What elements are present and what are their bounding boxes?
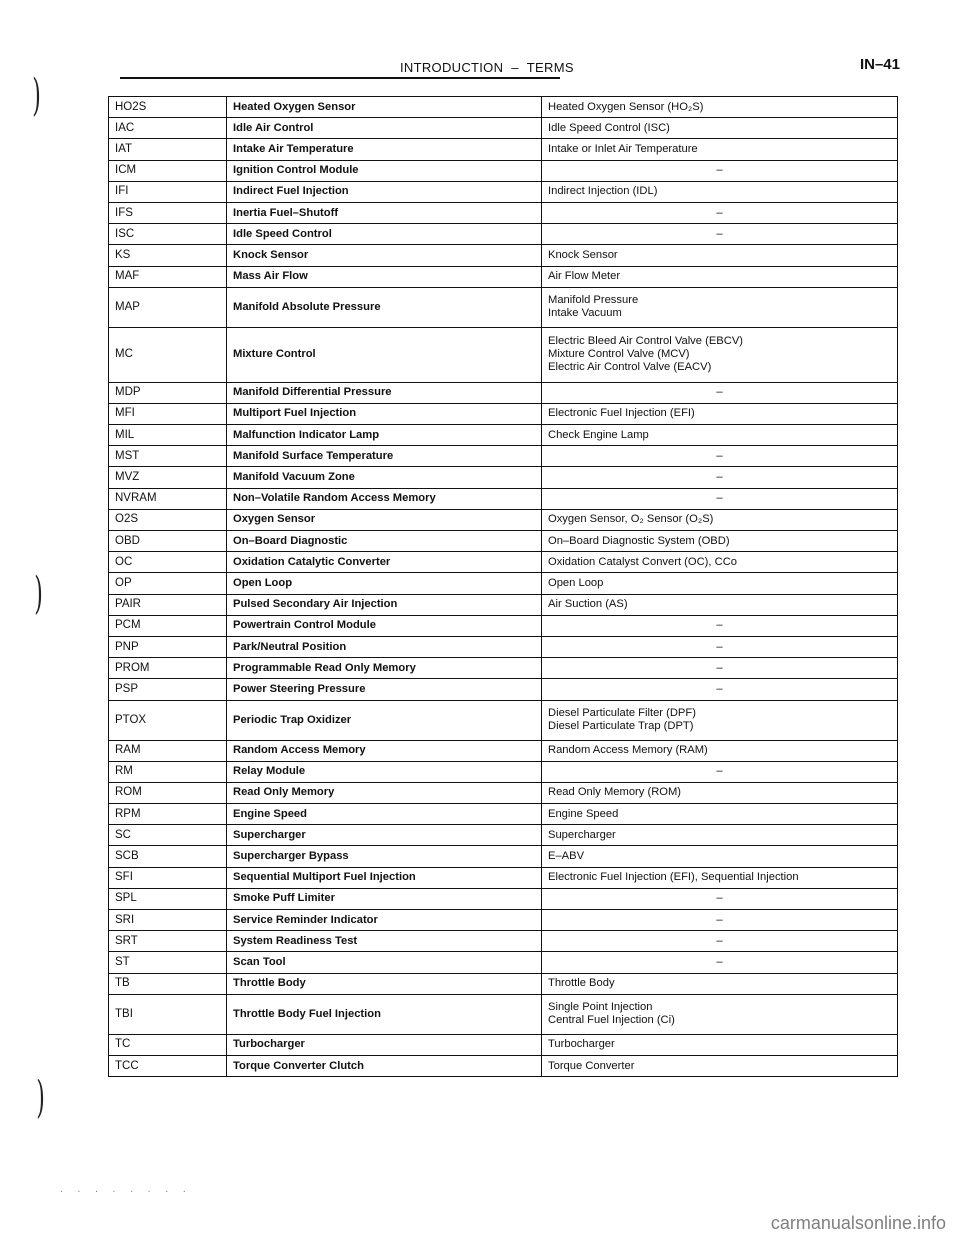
- term-cell: Power Steering Pressure: [227, 679, 542, 700]
- term-cell: Manifold Differential Pressure: [227, 382, 542, 403]
- equivalent-cell: [542, 139, 898, 160]
- equivalent-cell: [542, 552, 898, 573]
- term-cell: Read Only Memory: [227, 782, 542, 803]
- abbreviation-cell: TCC: [109, 1055, 227, 1076]
- abbreviation-cell: MC: [109, 327, 227, 382]
- abbreviation-cell: ISC: [109, 224, 227, 245]
- abbreviation-cell: RAM: [109, 740, 227, 761]
- abbreviation-cell: ROM: [109, 782, 227, 803]
- equivalent-cell: [542, 636, 898, 657]
- equivalent-cell: [542, 658, 898, 679]
- equivalent-cell: [542, 287, 898, 327]
- equivalent-cell: [542, 118, 898, 139]
- table-row: [109, 700, 898, 740]
- equivalent-term: Throttle Body: [548, 977, 615, 990]
- table-row: [109, 446, 898, 467]
- header-separator: –: [511, 60, 519, 75]
- table-row: [109, 139, 898, 160]
- abbreviation-cell: NVRAM: [109, 488, 227, 509]
- table-row: [109, 488, 898, 509]
- abbreviation-cell: PROM: [109, 658, 227, 679]
- term-cell: Torque Converter Clutch: [227, 1055, 542, 1076]
- table-row: [109, 782, 898, 803]
- equivalent-cell: [542, 615, 898, 636]
- equivalent-cell: [542, 973, 898, 994]
- table-row: [109, 160, 898, 181]
- equivalent-term: –: [716, 471, 723, 484]
- abbreviation-cell: SCB: [109, 846, 227, 867]
- abbreviation-cell: ST: [109, 952, 227, 973]
- equivalent-term: –: [716, 227, 723, 240]
- table-row: [109, 888, 898, 909]
- equivalent-term: –: [716, 206, 723, 219]
- equivalent-term: –: [716, 386, 723, 399]
- equivalent-cell: [542, 403, 898, 424]
- abbreviation-cell: HO2S: [109, 97, 227, 118]
- equivalent-term: Turbocharger: [548, 1038, 615, 1051]
- abbreviation-cell: TBI: [109, 994, 227, 1034]
- equivalent-term: Indirect Injection (IDL): [548, 185, 658, 198]
- equivalent-cell: [542, 202, 898, 223]
- term-cell: Idle Air Control: [227, 118, 542, 139]
- term-cell: Manifold Absolute Pressure: [227, 287, 542, 327]
- abbreviation-cell: PNP: [109, 636, 227, 657]
- abbreviation-cell: PAIR: [109, 594, 227, 615]
- table-row: [109, 867, 898, 888]
- abbreviation-cell: PTOX: [109, 700, 227, 740]
- equivalent-term: –: [716, 492, 723, 505]
- term-cell: Supercharger Bypass: [227, 846, 542, 867]
- term-cell: Engine Speed: [227, 804, 542, 825]
- equivalent-term: Manifold Pressure: [548, 294, 639, 307]
- table-row: [109, 636, 898, 657]
- equivalent-term: Idle Speed Control (ISC): [548, 121, 670, 134]
- binding-mark: ): [36, 1072, 45, 1123]
- abbreviation-cell: PSP: [109, 679, 227, 700]
- equivalent-cell: [542, 888, 898, 909]
- table-row: [109, 615, 898, 636]
- abbreviation-cell: RM: [109, 761, 227, 782]
- equivalent-cell: [542, 1055, 898, 1076]
- term-cell: Oxidation Catalytic Converter: [227, 552, 542, 573]
- equivalent-term: Electronic Fuel Injection (EFI), Sequential Injection: [548, 871, 799, 884]
- table-row: [109, 994, 898, 1034]
- equivalent-cell: [542, 867, 898, 888]
- term-cell: Powertrain Control Module: [227, 615, 542, 636]
- table-row: [109, 910, 898, 931]
- abbreviation-cell: ICM: [109, 160, 227, 181]
- equivalent-term: Engine Speed: [548, 807, 619, 820]
- term-cell: Malfunction Indicator Lamp: [227, 425, 542, 446]
- equivalent-term: Diesel Particulate Trap (DPT): [548, 720, 694, 732]
- table-row: [109, 761, 898, 782]
- equivalent-term: –: [716, 619, 723, 632]
- term-cell: Pulsed Secondary Air Injection: [227, 594, 542, 615]
- equivalent-term: Intake or Inlet Air Temperature: [548, 142, 698, 155]
- term-cell: System Readiness Test: [227, 931, 542, 952]
- abbreviation-cell: KS: [109, 245, 227, 266]
- equivalent-term: Oxidation Catalyst Convert (OC), CCo: [548, 555, 738, 568]
- abbreviation-cell: SC: [109, 825, 227, 846]
- abbreviation-cell: MAP: [109, 287, 227, 327]
- term-cell: Open Loop: [227, 573, 542, 594]
- term-cell: Oxygen Sensor: [227, 509, 542, 530]
- equivalent-cell: [542, 467, 898, 488]
- equivalent-term: Oxygen Sensor, O₂ Sensor (O₂S): [548, 513, 714, 526]
- table-row: [109, 931, 898, 952]
- page-header: [120, 56, 900, 80]
- table-row: [109, 181, 898, 202]
- table-row: [109, 804, 898, 825]
- abbreviation-cell: TB: [109, 973, 227, 994]
- table-row: [109, 224, 898, 245]
- equivalent-term: –: [716, 765, 723, 778]
- term-cell: Indirect Fuel Injection: [227, 181, 542, 202]
- equivalent-cell: [542, 846, 898, 867]
- term-cell: Manifold Surface Temperature: [227, 446, 542, 467]
- equivalent-cell: [542, 952, 898, 973]
- equivalent-cell: [542, 160, 898, 181]
- table-row: [109, 382, 898, 403]
- table-row: [109, 97, 898, 118]
- equivalent-term: Intake Vacuum: [548, 307, 622, 320]
- scan-speckles: . . . . . . . .: [60, 1184, 192, 1195]
- table-row: [109, 552, 898, 573]
- equivalent-cell: [542, 594, 898, 615]
- equivalent-cell: [542, 509, 898, 530]
- terms-table: [108, 96, 898, 1077]
- term-cell: Mixture Control: [227, 327, 542, 382]
- equivalent-cell: [542, 382, 898, 403]
- abbreviation-cell: PCM: [109, 615, 227, 636]
- equivalent-cell: [542, 910, 898, 931]
- term-cell: Relay Module: [227, 761, 542, 782]
- equivalent-term: Read Only Memory (ROM): [548, 786, 682, 799]
- watermark: carmanualsonline.info: [770, 1213, 946, 1233]
- equivalent-cell: [542, 266, 898, 287]
- equivalent-term: Check Engine Lamp: [548, 428, 649, 441]
- table-row: [109, 740, 898, 761]
- term-cell: Intake Air Temperature: [227, 139, 542, 160]
- equivalent-cell: [542, 994, 898, 1034]
- equivalent-term: –: [716, 449, 723, 462]
- term-cell: Multiport Fuel Injection: [227, 403, 542, 424]
- equivalent-cell: [542, 782, 898, 803]
- equivalent-term: –: [716, 913, 723, 926]
- equivalent-term: Open Loop: [548, 576, 604, 589]
- abbreviation-cell: SRT: [109, 931, 227, 952]
- term-cell: Heated Oxygen Sensor: [227, 97, 542, 118]
- abbreviation-cell: RPM: [109, 804, 227, 825]
- equivalent-cell: [542, 327, 898, 382]
- equivalent-term: Diesel Particulate Filter (DPF): [548, 707, 696, 719]
- abbreviation-cell: TC: [109, 1034, 227, 1055]
- term-cell: Sequential Multiport Fuel Injection: [227, 867, 542, 888]
- abbreviation-cell: IFS: [109, 202, 227, 223]
- term-cell: Mass Air Flow: [227, 266, 542, 287]
- table-row: [109, 594, 898, 615]
- equivalent-cell: [542, 573, 898, 594]
- abbreviation-cell: OP: [109, 573, 227, 594]
- table-row: [109, 509, 898, 530]
- equivalent-term: Knock Sensor: [548, 248, 618, 261]
- term-cell: Throttle Body: [227, 973, 542, 994]
- abbreviation-cell: MDP: [109, 382, 227, 403]
- equivalent-cell: [542, 245, 898, 266]
- abbreviation-cell: MST: [109, 446, 227, 467]
- table-row: [109, 245, 898, 266]
- abbreviation-cell: SPL: [109, 888, 227, 909]
- table-row: [109, 202, 898, 223]
- equivalent-term: Mixture Control Valve (MCV): [548, 348, 690, 361]
- equivalent-term: Air Flow Meter: [548, 270, 621, 283]
- term-cell: Supercharger: [227, 825, 542, 846]
- equivalent-term: Single Point Injection: [548, 1001, 653, 1014]
- equivalent-cell: [542, 700, 898, 740]
- equivalent-term: Air Suction (AS): [548, 598, 628, 611]
- abbreviation-cell: MIL: [109, 425, 227, 446]
- equivalent-term: Central Fuel Injection (Ci): [548, 1014, 675, 1027]
- equivalent-term: –: [716, 682, 723, 695]
- table-row: [109, 287, 898, 327]
- term-cell: Manifold Vacuum Zone: [227, 467, 542, 488]
- table-row: [109, 846, 898, 867]
- table-row: [109, 658, 898, 679]
- binding-mark: ): [32, 70, 41, 121]
- equivalent-cell: [542, 425, 898, 446]
- header-section: INTRODUCTION: [400, 60, 504, 75]
- equivalent-term: –: [716, 955, 723, 968]
- term-cell: Ignition Control Module: [227, 160, 542, 181]
- abbreviation-cell: IAT: [109, 139, 227, 160]
- abbreviation-cell: MAF: [109, 266, 227, 287]
- term-cell: Knock Sensor: [227, 245, 542, 266]
- abbreviation-cell: SRI: [109, 910, 227, 931]
- term-cell: Park/Neutral Position: [227, 636, 542, 657]
- equivalent-term: Electric Bleed Air Control Valve (EBCV): [548, 335, 744, 348]
- equivalent-cell: [542, 1034, 898, 1055]
- equivalent-term: –: [716, 661, 723, 674]
- term-cell: Turbocharger: [227, 1034, 542, 1055]
- equivalent-cell: [542, 740, 898, 761]
- header-subsection: TERMS: [526, 60, 574, 75]
- equivalent-cell: [542, 825, 898, 846]
- binding-mark: ): [34, 568, 43, 619]
- table-row: [109, 425, 898, 446]
- table-row: [109, 467, 898, 488]
- term-cell: Scan Tool: [227, 952, 542, 973]
- equivalent-term: On–Board Diagnostic System (OBD): [548, 534, 730, 547]
- page-number: IN–41: [859, 56, 900, 73]
- table-row: [109, 118, 898, 139]
- equivalent-term: Random Access Memory (RAM): [548, 744, 708, 757]
- abbreviation-cell: SFI: [109, 867, 227, 888]
- equivalent-cell: [542, 488, 898, 509]
- abbreviation-cell: IAC: [109, 118, 227, 139]
- equivalent-term: Torque Converter: [548, 1059, 635, 1072]
- equivalent-term: Supercharger: [548, 828, 616, 841]
- equivalent-term: –: [716, 640, 723, 653]
- term-cell: Periodic Trap Oxidizer: [227, 700, 542, 740]
- equivalent-cell: [542, 531, 898, 552]
- abbreviation-cell: O2S: [109, 509, 227, 530]
- equivalent-term: Electric Air Control Valve (EACV): [548, 361, 712, 374]
- table-row: [109, 403, 898, 424]
- equivalent-term: E–ABV: [548, 850, 585, 863]
- table-row: [109, 825, 898, 846]
- table-row: [109, 573, 898, 594]
- table-row: [109, 266, 898, 287]
- abbreviation-cell: MVZ: [109, 467, 227, 488]
- terms-table-body: [109, 97, 898, 1077]
- table-row: [109, 531, 898, 552]
- term-cell: Random Access Memory: [227, 740, 542, 761]
- equivalent-term: Electronic Fuel Injection (EFI): [548, 407, 695, 420]
- equivalent-cell: [542, 97, 898, 118]
- equivalent-cell: [542, 679, 898, 700]
- term-cell: Programmable Read Only Memory: [227, 658, 542, 679]
- term-cell: Idle Speed Control: [227, 224, 542, 245]
- table-row: [109, 973, 898, 994]
- abbreviation-cell: IFI: [109, 181, 227, 202]
- table-row: [109, 952, 898, 973]
- term-cell: Non–Volatile Random Access Memory: [227, 488, 542, 509]
- equivalent-term: –: [716, 934, 723, 947]
- term-cell: Throttle Body Fuel Injection: [227, 994, 542, 1034]
- equivalent-term: –: [716, 164, 723, 177]
- equivalent-cell: [542, 446, 898, 467]
- equivalent-cell: [542, 761, 898, 782]
- table-row: [109, 679, 898, 700]
- equivalent-term: –: [716, 892, 723, 905]
- equivalent-cell: [542, 224, 898, 245]
- equivalent-cell: [542, 804, 898, 825]
- term-cell: Inertia Fuel–Shutoff: [227, 202, 542, 223]
- header-title: [400, 60, 574, 75]
- term-cell: Service Reminder Indicator: [227, 910, 542, 931]
- equivalent-cell: [542, 931, 898, 952]
- abbreviation-cell: OC: [109, 552, 227, 573]
- table-row: [109, 1055, 898, 1076]
- abbreviation-cell: OBD: [109, 531, 227, 552]
- term-cell: Smoke Puff Limiter: [227, 888, 542, 909]
- table-row: [109, 1034, 898, 1055]
- equivalent-term: Heated Oxygen Sensor (HO₂S): [548, 100, 704, 113]
- equivalent-cell: [542, 181, 898, 202]
- abbreviation-cell: MFI: [109, 403, 227, 424]
- header-rule: [120, 77, 560, 79]
- table-row: [109, 327, 898, 382]
- term-cell: On–Board Diagnostic: [227, 531, 542, 552]
